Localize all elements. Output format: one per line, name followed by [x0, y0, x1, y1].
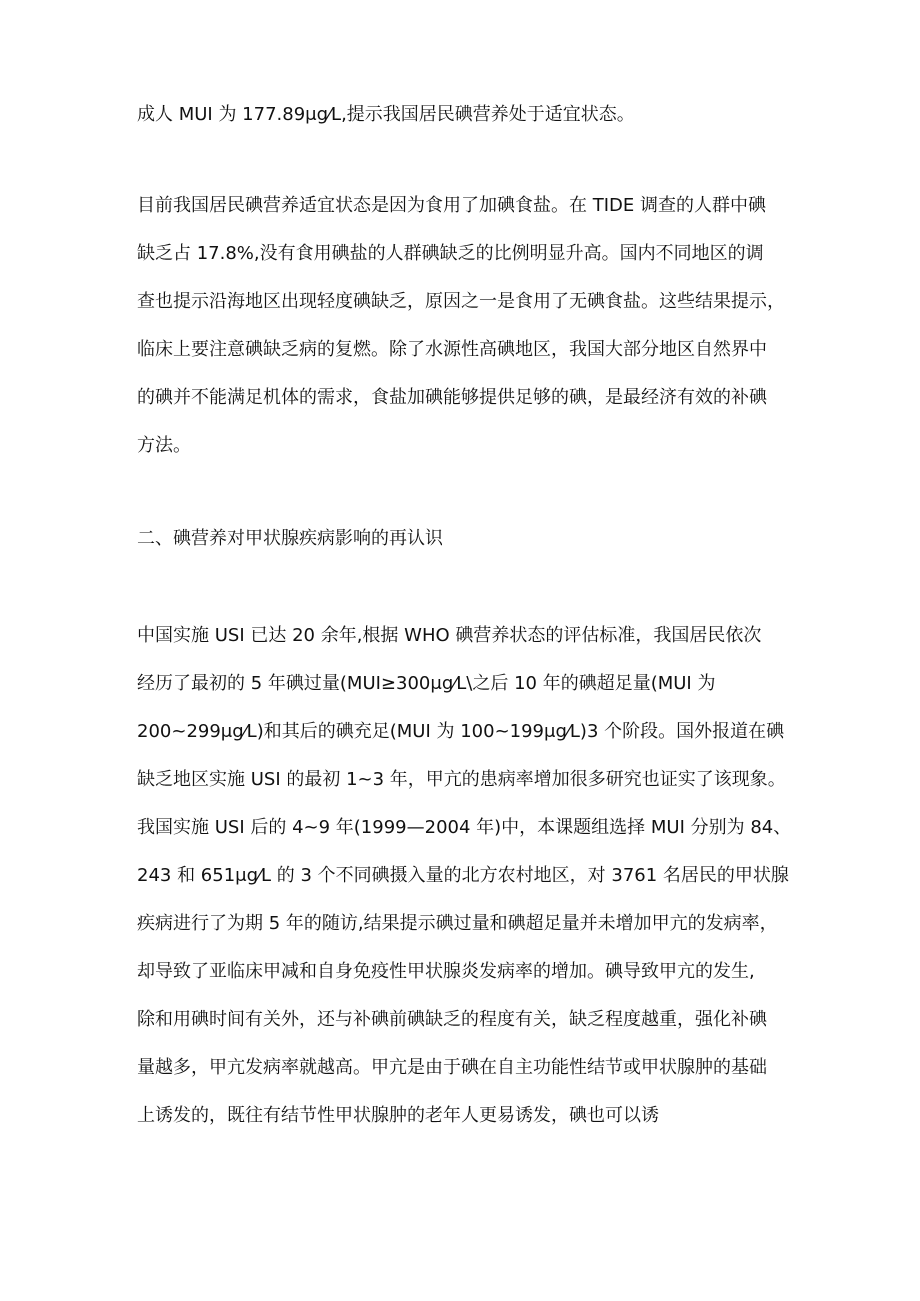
- paragraph-3-line-3: 200~299μg⁄L)和其后的碘充足(MUI 为 100~199μg⁄L)3 个阶段。国外报道在碘: [137, 721, 785, 742]
- paragraph-3-line-11: 上诱发的，既往有结节性甲状腺肿的老年人更易诱发，碘也可以诱: [137, 1105, 659, 1126]
- paragraph-2-line-4: 临床上要注意碘缺乏病的复燃。除了水源性高碘地区，我国大部分地区自然界中: [137, 339, 767, 360]
- paragraph-1-line-1: 成人 MUI 为 177.89μg⁄L,提示我国居民碘营养处于适宜状态。: [137, 104, 635, 125]
- paragraph-3-line-6: 243 和 651μg⁄L 的 3 个不同碘摄入量的北方农村地区，对 3761 名居民的甲状腺: [137, 865, 789, 886]
- paragraph-3-line-9: 除和用碘时间有关外，还与补碘前碘缺乏的程度有关，缺乏程度越重，强化补碘: [137, 1009, 767, 1030]
- paragraph-2-line-1: 目前我国居民碘营养适宜状态是因为食用了加碘食盐。在 TIDE 调查的人群中碘: [137, 195, 766, 216]
- section-heading: 二、碘营养对甲状腺疾病影响的再认识: [137, 528, 443, 549]
- paragraph-2-line-6: 方法。: [137, 435, 191, 456]
- paragraph-3-line-5: 我国实施 USI 后的 4~9 年(1999—2004 年)中，本课题组选择 MUI 分别为 84、: [137, 817, 792, 838]
- paragraph-3-line-7: 疾病进行了为期 5 年的随访,结果提示碘过量和碘超足量并未增加甲亢的发病率，: [137, 913, 778, 934]
- paragraph-2-line-5: 的碘并不能满足机体的需求，食盐加碘能够提供足够的碘，是最经济有效的补碘: [137, 387, 767, 408]
- paragraph-3-line-1: 中国实施 USI 已达 20 余年,根据 WHO 碘营养状态的评估标准，我国居民依次: [137, 625, 762, 646]
- paragraph-3-line-4: 缺乏地区实施 USI 的最初 1~3 年，甲亢的患病率增加很多研究也证实了该现象。: [137, 769, 786, 790]
- paragraph-2-line-3: 查也提示沿海地区出现轻度碘缺乏，原因之一是食用了无碘食盐。这些结果提示，: [137, 291, 785, 312]
- paragraph-3-line-8: 却导致了亚临床甲减和自身免疫性甲状腺炎发病率的增加。碘导致甲亢的发生,: [137, 961, 755, 982]
- paragraph-3-line-2: 经历了最初的 5 年碘过量(MUI≥300μg⁄L\之后 10 年的碘超足量(MUI 为: [137, 673, 716, 694]
- paragraph-3-line-10: 量越多，甲亢发病率就越高。甲亢是由于碘在自主功能性结节或甲状腺肿的基础: [137, 1057, 767, 1078]
- paragraph-2-line-2: 缺乏占 17.8%,没有食用碘盐的人群碘缺乏的比例明显升高。国内不同地区的调: [137, 243, 764, 264]
